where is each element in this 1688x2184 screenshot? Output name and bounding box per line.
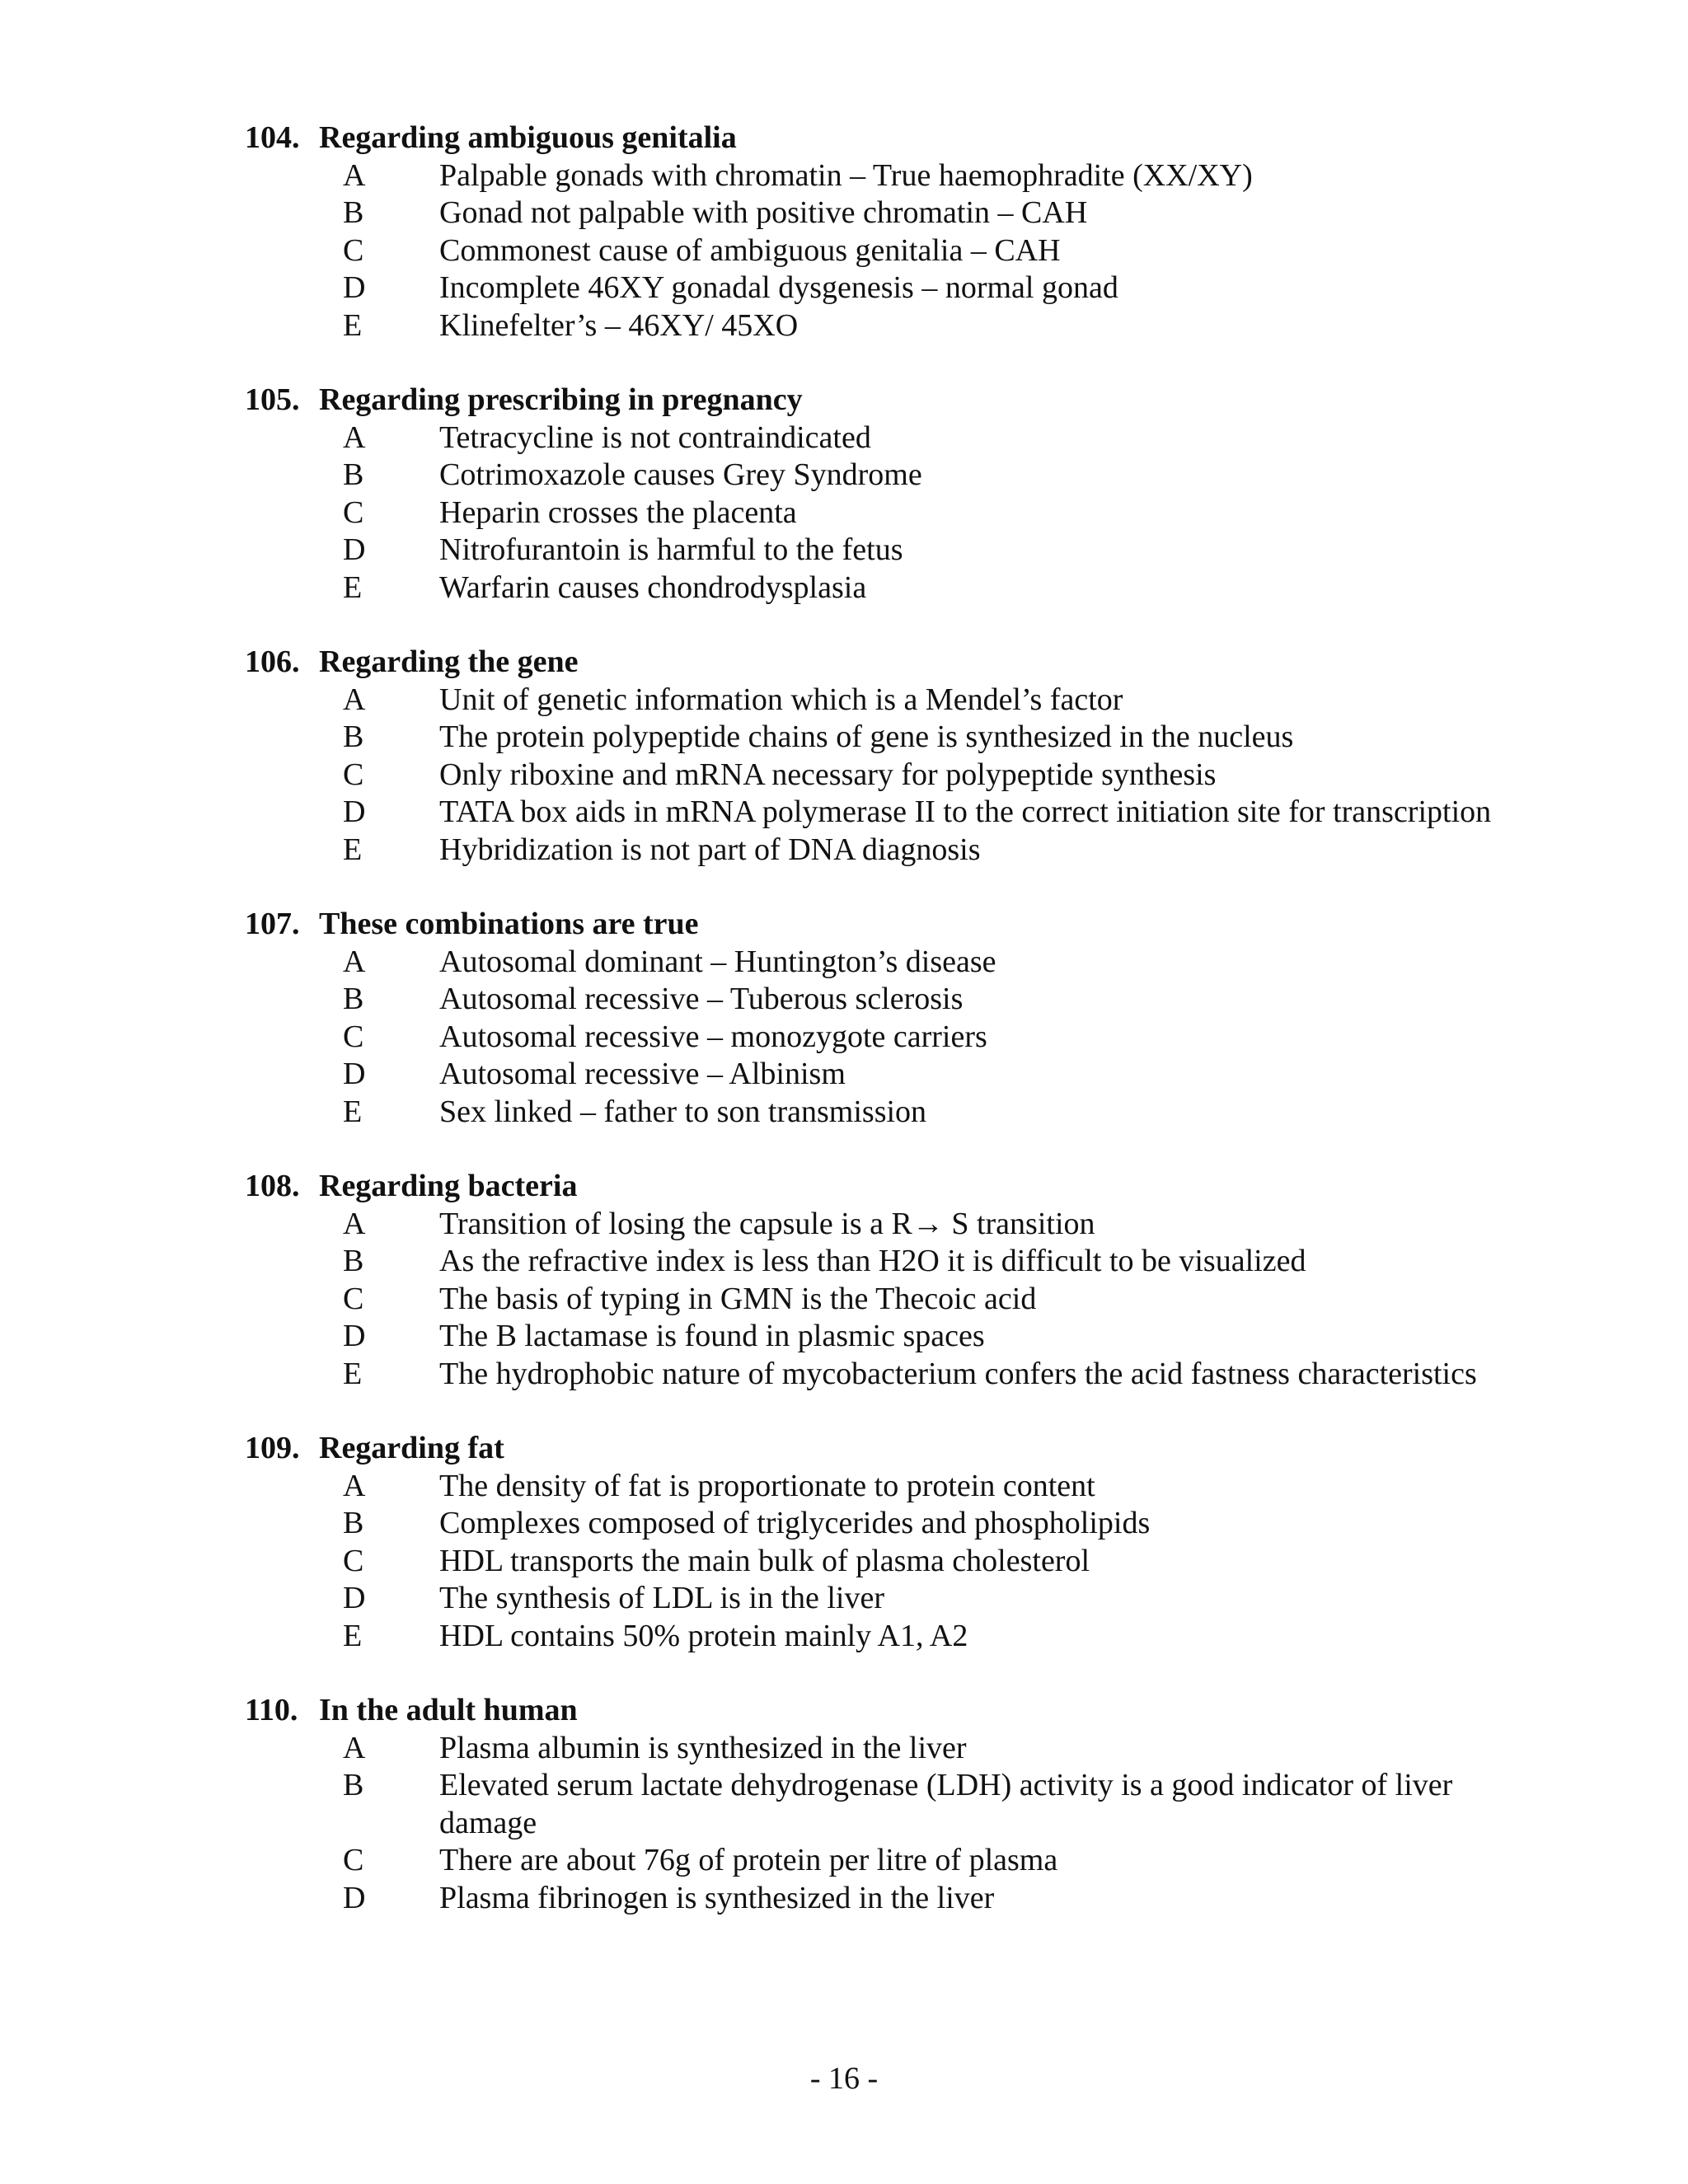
option-a xyxy=(245,1206,1531,1244)
option-c xyxy=(245,1281,1531,1319)
option-text: Palpable gonads with chromatin – True haemophradite (XX/XY) xyxy=(439,157,1253,193)
question-108 xyxy=(245,1168,1531,1393)
option-letter: A xyxy=(343,1206,366,1241)
question-heading xyxy=(245,1430,1531,1468)
option-text: Commonest cause of ambiguous genitalia – CAH xyxy=(439,232,1061,268)
option-text: HDL contains 50% protein mainly A1, A2 xyxy=(439,1618,968,1653)
option-letter: C xyxy=(343,1019,364,1054)
option-letter: C xyxy=(343,1843,364,1877)
question-title: Regarding bacteria xyxy=(319,1169,578,1203)
option-text: Klinefelter’s – 46XY/ 45XO xyxy=(439,307,799,343)
option-e xyxy=(245,1618,1531,1656)
option-text: Only riboxine and mRNA necessary for polypeptide synthesis xyxy=(439,757,1217,792)
option-d xyxy=(245,794,1531,832)
option-text: The density of fat is proportionate to protein content xyxy=(439,1468,1095,1503)
option-text: Tetracycline is not contraindicated xyxy=(439,419,871,455)
question-title: These combinations are true xyxy=(319,907,699,941)
question-number: 109. xyxy=(245,1431,300,1465)
option-letter: D xyxy=(343,270,366,305)
option-text: Gonad not palpable with positive chromatin – CAH xyxy=(439,195,1088,230)
option-text: Plasma albumin is synthesized in the liver xyxy=(439,1730,967,1765)
option-b xyxy=(245,457,1531,494)
option-letter: D xyxy=(343,794,366,829)
option-letter: D xyxy=(343,1880,366,1915)
option-a xyxy=(245,419,1531,457)
option-text: Autosomal dominant – Huntington’s disease xyxy=(439,944,996,979)
option-letter: E xyxy=(343,569,363,605)
option-a xyxy=(245,157,1531,195)
question-number: 108. xyxy=(245,1169,300,1203)
option-b xyxy=(245,1767,1531,1842)
option-letter: A xyxy=(343,682,366,717)
option-text: Unit of genetic information which is a Mendel’s factor xyxy=(439,682,1123,717)
option-text: Autosomal recessive – Tuberous sclerosis xyxy=(439,982,964,1016)
option-text: Hybridization is not part of DNA diagnosis xyxy=(439,832,981,867)
question-number: 105. xyxy=(245,382,300,417)
option-text: TATA box aids in mRNA polymerase II to the correct initiation site for transcription xyxy=(439,794,1492,829)
option-letter: B xyxy=(343,982,364,1016)
option-d xyxy=(245,1056,1531,1094)
option-b xyxy=(245,981,1531,1019)
option-d xyxy=(245,269,1531,307)
option-text: Nitrofurantoin is harmful to the fetus xyxy=(439,532,903,567)
option-letter: D xyxy=(343,1319,366,1353)
question-105 xyxy=(245,382,1531,607)
question-heading xyxy=(245,382,1531,419)
option-text: HDL transports the main bulk of plasma cholesterol xyxy=(439,1543,1090,1578)
option-letter: B xyxy=(343,1506,364,1540)
option-text: Incomplete 46XY gonadal dysgenesis – normal gonad xyxy=(439,270,1118,305)
option-letter: C xyxy=(343,232,364,268)
option-text: The synthesis of LDL is in the liver xyxy=(439,1581,884,1615)
option-text: Cotrimoxazole causes Grey Syndrome xyxy=(439,457,922,492)
option-letter: A xyxy=(343,1730,366,1765)
question-heading xyxy=(245,1168,1531,1206)
option-d xyxy=(245,1580,1531,1618)
option-text: Sex linked – father to son transmission xyxy=(439,1094,927,1129)
question-110 xyxy=(245,1692,1531,1917)
option-letter: A xyxy=(343,157,366,193)
option-text: Transition of losing the capsule is a R→ S transition xyxy=(439,1206,1095,1241)
option-a xyxy=(245,1468,1531,1506)
question-title: Regarding the gene xyxy=(319,644,579,679)
option-b xyxy=(245,1243,1531,1281)
option-b xyxy=(245,194,1531,232)
option-text: The hydrophobic nature of mycobacterium confers the acid fastness characteristics xyxy=(439,1356,1477,1391)
option-c xyxy=(245,757,1531,794)
question-104 xyxy=(245,120,1531,344)
option-e xyxy=(245,1094,1531,1132)
question-number: 110. xyxy=(245,1693,298,1727)
question-heading xyxy=(245,644,1531,682)
option-b xyxy=(245,1505,1531,1543)
option-letter: E xyxy=(343,307,363,343)
option-letter: B xyxy=(343,457,364,492)
option-c xyxy=(245,232,1531,270)
option-text: Heparin crosses the placenta xyxy=(439,494,797,530)
option-text: Autosomal recessive – monozygote carriers xyxy=(439,1019,987,1054)
option-text: Warfarin causes chondrodysplasia xyxy=(439,569,867,605)
option-a xyxy=(245,682,1531,719)
option-text: As the refractive index is less than H2O it is difficult to be visualized xyxy=(439,1244,1306,1278)
option-a xyxy=(245,944,1531,982)
question-109 xyxy=(245,1430,1531,1655)
option-text: The protein polypeptide chains of gene is synthesized in the nucleus xyxy=(439,719,1294,754)
option-letter: B xyxy=(343,195,364,230)
option-text: Elevated serum lactate dehydrogenase (LDH) activity is a good indicator of liver damage xyxy=(439,1768,1453,1840)
question-list xyxy=(245,120,1531,1954)
question-title: Regarding fat xyxy=(319,1431,504,1465)
option-letter: E xyxy=(343,1618,363,1653)
question-107 xyxy=(245,906,1531,1131)
page-number: - 16 - xyxy=(809,2061,879,2096)
question-heading xyxy=(245,1692,1531,1730)
option-text: Plasma fibrinogen is synthesized in the liver xyxy=(439,1880,995,1915)
option-e xyxy=(245,832,1531,869)
option-c xyxy=(245,494,1531,532)
option-letter: C xyxy=(343,1543,364,1578)
option-d xyxy=(245,1880,1531,1918)
option-letter: E xyxy=(343,1356,363,1391)
option-letter: E xyxy=(343,1094,363,1129)
option-letter: D xyxy=(343,1057,366,1091)
option-letter: A xyxy=(343,944,366,979)
option-d xyxy=(245,1318,1531,1356)
question-number: 106. xyxy=(245,644,300,679)
question-heading xyxy=(245,906,1531,944)
option-letter: B xyxy=(343,1244,364,1278)
option-letter: B xyxy=(343,1768,364,1802)
question-number: 107. xyxy=(245,907,300,941)
option-letter: C xyxy=(343,494,364,530)
option-text: The B lactamase is found in plasmic spaces xyxy=(439,1319,985,1353)
option-d xyxy=(245,532,1531,569)
question-title: Regarding prescribing in pregnancy xyxy=(319,382,803,417)
question-106 xyxy=(245,644,1531,869)
option-letter: A xyxy=(343,1468,366,1503)
option-text: Complexes composed of triglycerides and phospholipids xyxy=(439,1506,1151,1540)
option-c xyxy=(245,1019,1531,1057)
option-b xyxy=(245,719,1531,757)
option-e xyxy=(245,307,1531,345)
option-letter: C xyxy=(343,757,364,792)
option-letter: B xyxy=(343,719,364,754)
option-text: There are about 76g of protein per litre of plasma xyxy=(439,1843,1058,1877)
question-title: Regarding ambiguous genitalia xyxy=(319,120,737,155)
option-text: The basis of typing in GMN is the Thecoic acid xyxy=(439,1281,1037,1316)
option-letter: D xyxy=(343,532,366,567)
option-c xyxy=(245,1842,1531,1880)
option-e xyxy=(245,569,1531,607)
question-title: In the adult human xyxy=(319,1693,578,1727)
option-e xyxy=(245,1356,1531,1394)
option-text: Autosomal recessive – Albinism xyxy=(439,1057,846,1091)
question-heading xyxy=(245,120,1531,157)
option-letter: E xyxy=(343,832,363,867)
question-number: 104. xyxy=(245,120,300,155)
option-letter: C xyxy=(343,1281,364,1316)
option-a xyxy=(245,1730,1531,1768)
option-letter: D xyxy=(343,1581,366,1615)
option-letter: A xyxy=(343,419,366,455)
option-c xyxy=(245,1543,1531,1581)
